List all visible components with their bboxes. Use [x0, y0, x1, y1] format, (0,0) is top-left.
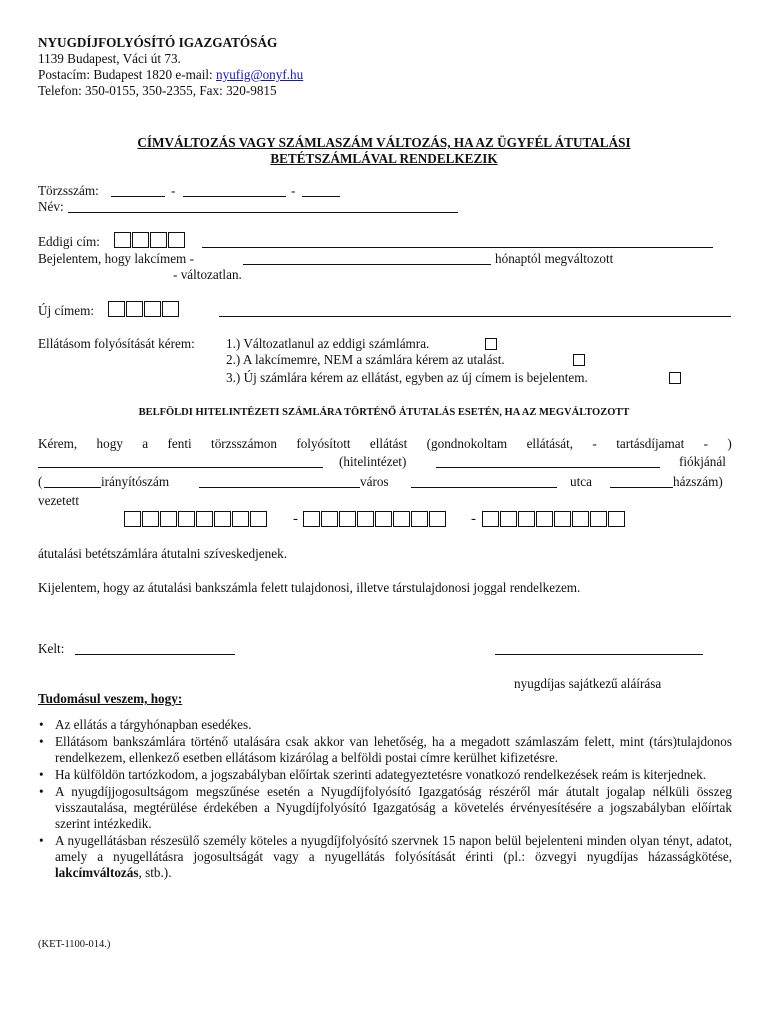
word: hogy: [96, 436, 123, 451]
account-digit-box[interactable]: [357, 511, 374, 527]
account-digit-box[interactable]: [339, 511, 356, 527]
torzsszam-field-3[interactable]: [302, 196, 340, 197]
varos-field[interactable]: [199, 487, 360, 488]
account-digit-box[interactable]: [590, 511, 607, 527]
hitelintezet-field[interactable]: [38, 467, 323, 468]
account-digit-box[interactable]: [214, 511, 231, 527]
account-digit-box[interactable]: [178, 511, 195, 527]
varos-label: város: [360, 474, 389, 489]
bullet: •: [39, 717, 44, 732]
iranyitoszam-label: irányítószám: [101, 474, 170, 489]
word: (gondnokoltam: [426, 436, 508, 451]
account-digit-box[interactable]: [142, 511, 159, 527]
account-digit-box[interactable]: [393, 511, 410, 527]
honaptol-label: hónaptól megváltozott: [495, 251, 614, 266]
option-2-label: 2.) A lakcímemre, NEM a számlára kérem az utalást.: [226, 352, 505, 367]
digit-box[interactable]: [114, 232, 131, 248]
form-title-line2: BETÉTSZÁMLÁVAL RENDELKEZIK: [270, 151, 498, 166]
fiok-field[interactable]: [436, 467, 660, 468]
word: Kérem,: [38, 436, 78, 451]
account-group-1[interactable]: [124, 511, 268, 527]
torzsszam-field-1[interactable]: [111, 196, 165, 197]
account-digit-box[interactable]: [482, 511, 499, 527]
word: folyósított: [296, 436, 351, 451]
signature-label: nyugdíjas sajátkezű aláírása: [514, 676, 662, 691]
bejelentem-label: Bejelentem, hogy lakcímem -: [38, 251, 195, 266]
hazszam-field[interactable]: [610, 487, 673, 488]
word: ellátást: [369, 436, 408, 451]
torzsszam-field-2[interactable]: [183, 196, 286, 197]
org-phone: Telefon: 350-0155, 350-2355, Fax: 320-9815: [38, 83, 277, 98]
honap-field[interactable]: [243, 264, 491, 265]
org-postal: [38, 67, 303, 83]
digit-box[interactable]: [126, 301, 143, 317]
account-digit-box[interactable]: [518, 511, 535, 527]
digit-box[interactable]: [144, 301, 161, 317]
utca-field[interactable]: [411, 487, 557, 488]
account-digit-box[interactable]: [160, 511, 177, 527]
account-digit-box[interactable]: [250, 511, 267, 527]
notice-item: • Ellátásom bankszámlára történő utalására csak akkor van lehetőség, ha a megadott számlaszám felett, mint (társ)tulajdonos rendelkezem, ellenkező esetben ellátásom kizárólag a belföldi postai címre kerülhet kifizetésre.: [39, 734, 732, 765]
word: ): [727, 436, 732, 451]
word: -: [592, 436, 597, 451]
eddigi-iranyitoszam-boxes[interactable]: [114, 232, 186, 248]
account-digit-box[interactable]: [554, 511, 571, 527]
nev-field[interactable]: [68, 212, 458, 213]
word: -: [703, 436, 709, 451]
eddigi-cim-field[interactable]: [202, 247, 713, 248]
uj-iranyitoszam-boxes[interactable]: [108, 301, 180, 317]
account-digit-box[interactable]: [196, 511, 213, 527]
section-heading: BELFÖLDI HITELINTÉZETI SZÁMLÁRA TÖRTÉNŐ ÁTUTALÁS ESETÉN, HA AZ MEGVÁLTOZOTT: [138, 407, 630, 418]
postal-text: Postacím: Budapest 1820 e-mail:: [38, 67, 213, 82]
bullet: •: [39, 784, 44, 799]
bullet: •: [39, 833, 44, 848]
iranyitoszam-field[interactable]: [44, 487, 101, 488]
account-digit-box[interactable]: [500, 511, 517, 527]
email-link[interactable]: nyufig@onyf.hu: [216, 67, 304, 82]
eddigi-cim-label: Eddigi cím:: [38, 234, 100, 249]
notice-heading: Tudomásul veszem, hogy:: [38, 691, 183, 706]
fiokjanal-label: fiókjánál: [679, 454, 726, 469]
word: törzsszámon: [211, 436, 277, 451]
account-digit-box[interactable]: [124, 511, 141, 527]
account-digit-box[interactable]: [303, 511, 320, 527]
account-digit-box[interactable]: [608, 511, 625, 527]
bullet: •: [39, 734, 44, 749]
torzsszam-label: Törzsszám:: [38, 183, 99, 198]
options-intro: Ellátásom folyósítását kérem:: [38, 336, 195, 351]
account-group-2[interactable]: [303, 511, 447, 527]
utca-label: utca: [570, 474, 592, 489]
declaration-text: Kijelentem, hogy az átutalási bankszámla felett tulajdonosi, illetve társtulajdonosi joggal rendelkezem.: [38, 580, 581, 595]
word: tartásdíjamat: [616, 436, 685, 451]
notice-item: • A nyugdíjjogosultságom megszűnése esetén a Nyugdíjfolyósító Igazgatóság részéről már átutalt jogalap nélküli összeg visszautalása, megtérülése érdekében a Nyugdíjfolyósító Igazgatóság a követelés érvényesítésére a jogszabályban előírtak szerint intézkedik.: [39, 784, 732, 831]
torzsszam-dash-2: -: [291, 183, 296, 198]
option-1-label: 1.) Változatlanul az eddigi számlámra.: [226, 336, 430, 351]
account-digit-box[interactable]: [411, 511, 428, 527]
account-dash-1: -: [293, 511, 298, 527]
option-3-label: 3.) Új számlára kérem az ellátást, egyben az új címem is bejelentem.: [226, 370, 588, 385]
uj-cim-field[interactable]: [219, 316, 731, 317]
word: ellátását,: [526, 436, 574, 451]
atutalasi-text: átutalási betétszámlára átutalni szíveskedjenek.: [38, 546, 287, 561]
notice-list: [38, 717, 732, 882]
option-3-checkbox[interactable]: [669, 372, 681, 384]
form-title-line1: CÍMVÁLTOZÁS VAGY SZÁMLASZÁM VÁLTOZÁS, HA AZ ÜGYFÉL ÁTUTALÁSI: [137, 135, 631, 150]
account-digit-box[interactable]: [429, 511, 446, 527]
word: a: [142, 436, 149, 451]
notice-item: • Ha külföldön tartózkodom, a jogszabályban előírtak szerinti adategyeztetésre vonatkozó rendelkezések reám is kiterjednek.: [39, 767, 707, 782]
account-digit-box[interactable]: [375, 511, 392, 527]
digit-box[interactable]: [168, 232, 185, 248]
account-digit-box[interactable]: [536, 511, 553, 527]
org-address: 1139 Budapest, Váci út 73.: [38, 51, 181, 66]
hitelintezet-label: (hitelintézet): [339, 454, 407, 469]
account-group-3[interactable]: [482, 511, 626, 527]
account-digit-box[interactable]: [232, 511, 249, 527]
notice-item: • A nyugellátásban részesülő személy köteles a nyugdíjfolyósító szervnek 15 napon belül bejelenteni minden olyan tényt, adatot, amely a nyugellátásra jogosultságát vagy a nyugellátás folyósítását érinti (pl.: özvegyi nyugdíjas házasságkötése, lakcímváltozás, stb.).: [39, 833, 732, 880]
bank-request-line: [38, 436, 732, 452]
org-name: NYUGDÍJFOLYÓSÍTÓ IGAZGATÓSÁG: [38, 35, 278, 50]
kelt-label: Kelt:: [38, 641, 65, 656]
account-digit-box[interactable]: [321, 511, 338, 527]
vezetett-label: vezetett: [38, 493, 79, 508]
option-1-checkbox[interactable]: [485, 338, 497, 350]
valtozatlan-label: - változatlan.: [173, 267, 242, 282]
form-code: (KET-1100-014.): [38, 939, 111, 950]
nev-label: Név:: [38, 199, 64, 214]
signature-field[interactable]: [495, 654, 703, 655]
torzsszam-dash-1: -: [171, 183, 176, 198]
digit-box[interactable]: [132, 232, 149, 248]
open-paren: (: [38, 474, 43, 489]
word: fenti: [167, 436, 192, 451]
kelt-field[interactable]: [75, 654, 235, 655]
uj-cimem-label: Új címem:: [38, 303, 95, 318]
digit-box[interactable]: [108, 301, 125, 317]
bullet: •: [39, 767, 44, 782]
lakcimvaltozas-bold: lakcímváltozás: [55, 865, 139, 880]
hazszam-label: házszám): [673, 474, 723, 489]
digit-box[interactable]: [150, 232, 167, 248]
digit-box[interactable]: [162, 301, 179, 317]
account-dash-2: -: [471, 511, 476, 527]
notice-item: • Az ellátás a tárgyhónapban esedékes.: [39, 717, 252, 732]
account-digit-box[interactable]: [572, 511, 589, 527]
option-2-checkbox[interactable]: [573, 354, 585, 366]
